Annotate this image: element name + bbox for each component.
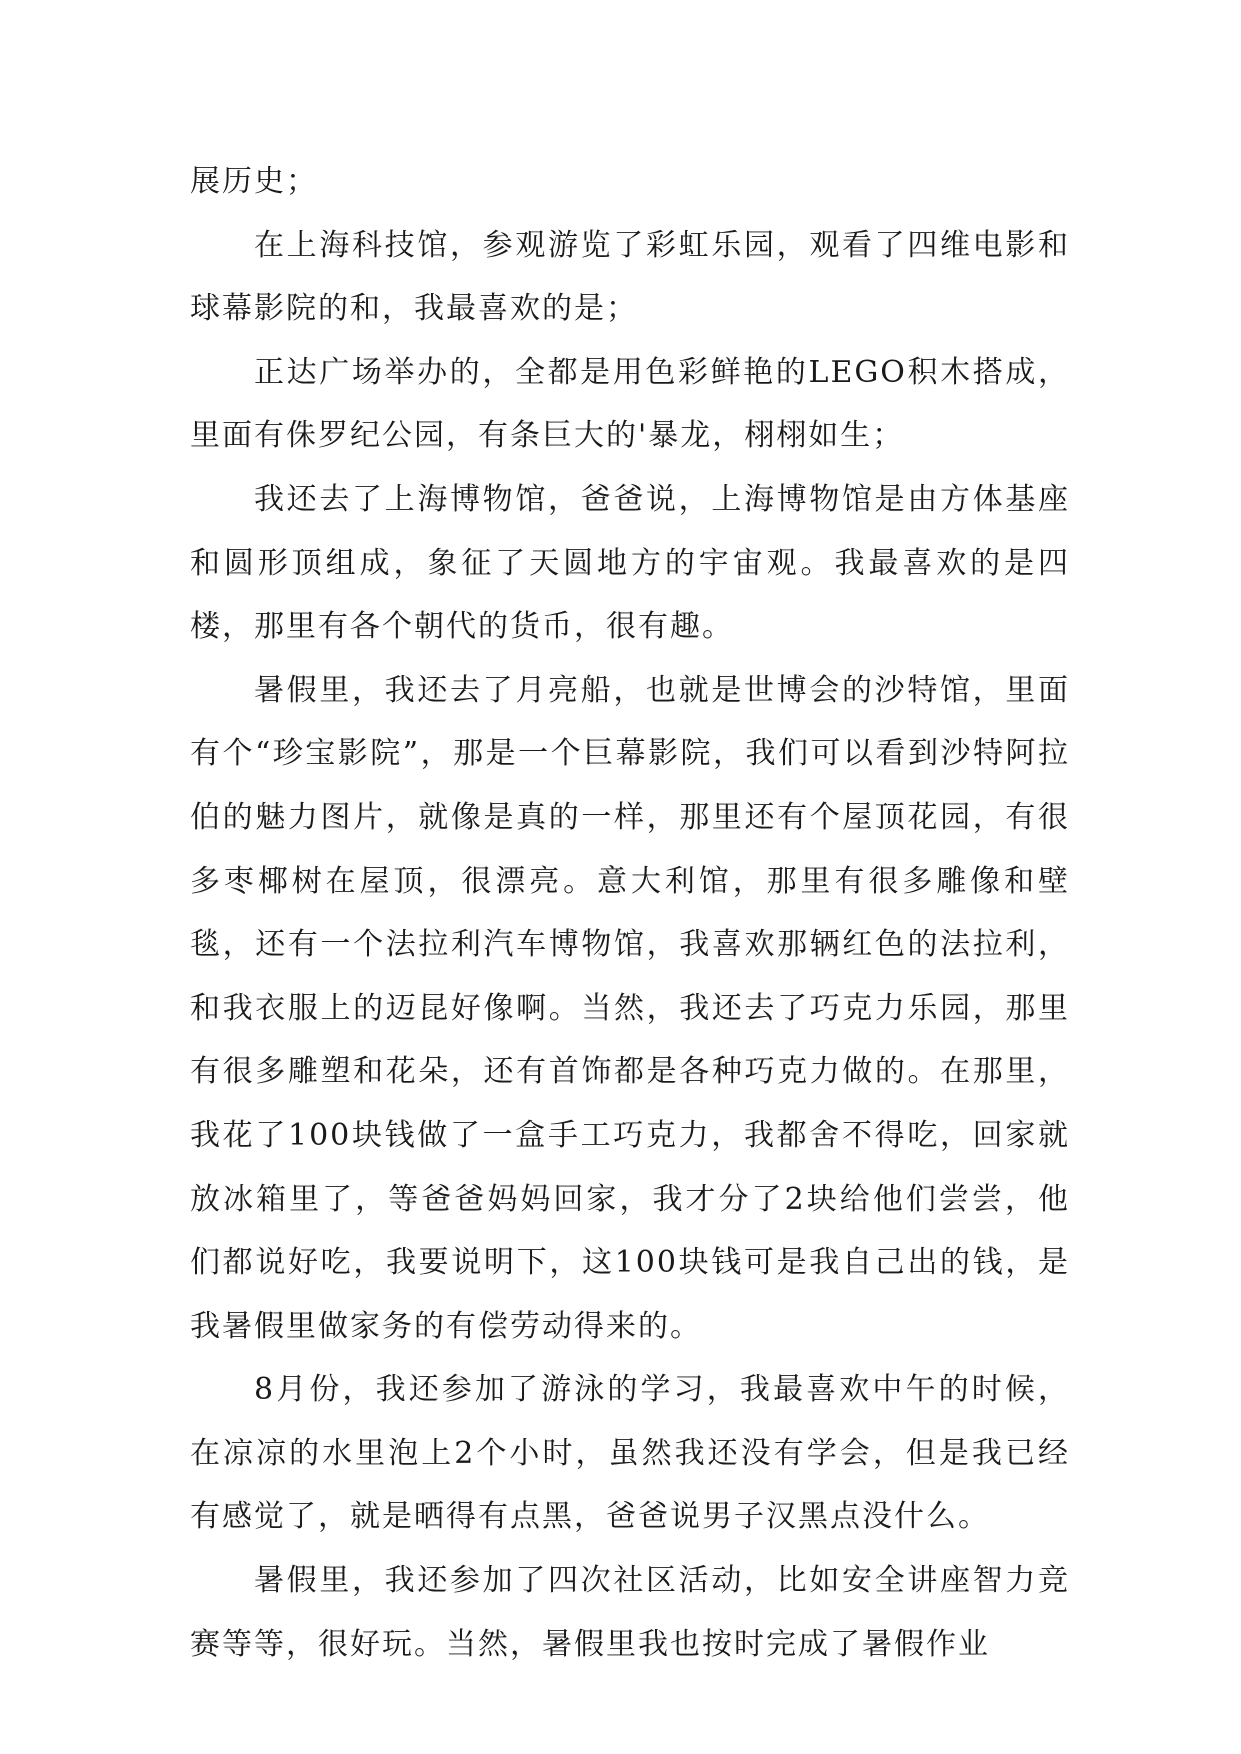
paragraph-3: 正达广场举办的，全都是用色彩鲜艳的LEGO积木搭成，里面有侏罗纪公园，有条巨大的'暴龙，栩栩如生； bbox=[190, 354, 1070, 454]
document-body bbox=[190, 150, 1070, 1676]
paragraph-6: 8月份，我还参加了游泳的学习，我最喜欢中午的时候，在凉凉的水里泡上2个小时，虽然我还没有学会，但是我已经有感觉了，就是晒得有点黑，爸爸说男子汉黑点没什么。 bbox=[190, 1372, 1070, 1535]
paragraph-1: 展历史； bbox=[190, 164, 318, 199]
paragraph-5: 暑假里，我还去了月亮船，也就是世博会的沙特馆，里面有个“珍宝影院”，那是一个巨幕影院，我们可以看到沙特阿拉伯的魅力图片，就像是真的一样，那里还有个屋顶花园，有很多枣椰树在屋顶，很漂亮。意大利馆，那里有很多雕像和壁毯，还有一个法拉利汽车博物馆，我喜欢那辆红色的法拉利，和我衣服上的迈昆好像啊。当然，我还去了巧克力乐园，那里有很多雕塑和花朵，还有首饰都是各种巧克力做的。在那里，我花了100块钱做了一盒手工巧克力，我都舍不得吃，回家就放冰箱里了，等爸爸妈妈回家，我才分了2块给他们尝尝，他们都说好吃，我要说明下，这100块钱可是我自己出的钱，是我暑假里做家务的有偿劳动得来的。 bbox=[190, 672, 1070, 1344]
paragraph-7: 暑假里，我还参加了四次社区活动，比如安全讲座智力竞赛等等，很好玩。当然，暑假里我也按时完成了暑假作业 bbox=[190, 1563, 1070, 1662]
paragraph-2: 在上海科技馆，参观游览了彩虹乐园，观看了四维电影和球幕影院的和，我最喜欢的是； bbox=[190, 227, 1070, 327]
paragraph-4: 我还去了上海博物馆，爸爸说，上海博物馆是由方体基座和圆形顶组成，象征了天圆地方的宇宙观。我最喜欢的是四楼，那里有各个朝代的货币，很有趣。 bbox=[190, 481, 1070, 645]
